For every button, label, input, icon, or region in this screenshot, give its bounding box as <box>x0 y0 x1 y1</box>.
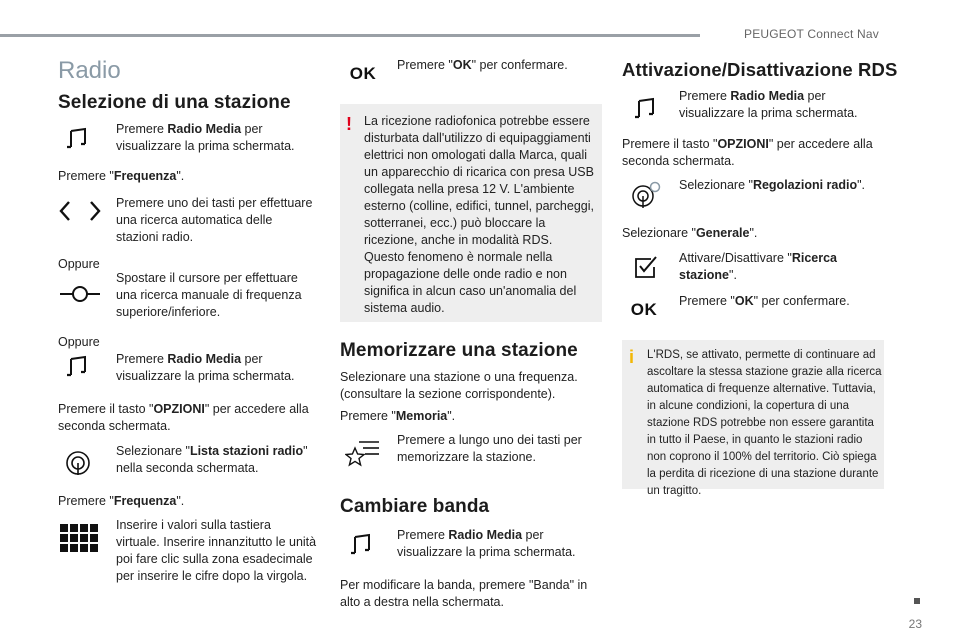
keypad-icon <box>58 523 100 553</box>
step-rds-ok: Premere "OK" per confermare. <box>679 294 850 308</box>
music-note-icon <box>630 96 660 122</box>
step-manual-search: Spostare il cursore per effettuare una ricerca manuale di frequenza superiore/inferiore. <box>116 271 302 319</box>
checkbox-icon <box>632 254 660 280</box>
step-ricerca-stazione: Attivare/Disattivare "Ricerca stazione". <box>679 251 837 282</box>
step-frequenza-2: Premere "Frequenza". <box>58 494 185 508</box>
ok-icon: OK <box>630 299 658 319</box>
radio-list-icon <box>64 449 92 477</box>
info-icon: i <box>629 347 635 367</box>
step-rds-radio-media: Premere Radio Media per visualizzare la prima schermata. <box>679 89 858 120</box>
info-text: L'RDS, se attivato, permette di continuare ad ascoltare la stessa stazione grazie alla ricerca automatica di frequenze alternative. Tuttavia, in alcune condizioni, la copertura di una stazione RDS potrebbe non essere garantita in tutto il Paese, in quanto le stazioni radio non coprono il 100% del territorio. Ciò spiega la perdita di ricezione di una stazione durante un tragitto. <box>647 349 882 497</box>
step-frequenza: Premere "Frequenza". <box>58 169 185 183</box>
step-select-station: Selezionare una stazione o una frequenza. (consultare la sezione corrispondente). <box>340 370 578 401</box>
header-rule <box>0 34 700 37</box>
star-memory-icon <box>345 436 381 468</box>
step-auto-search: Premere uno dei tasti per effettuare una ricerca automatica delle stazioni radio. <box>116 196 313 244</box>
section-title-selezione: Selezione di una stazione <box>58 92 291 113</box>
step-change-band: Per modificare la banda, premere "Banda" in alto a destra nella schermata. <box>340 578 588 609</box>
brand-label: PEUGEOT Connect Nav <box>744 27 879 41</box>
radio-settings-icon <box>630 180 662 210</box>
page-marker <box>914 598 920 604</box>
page-number: 23 <box>908 617 922 631</box>
page-title: Radio <box>58 57 121 84</box>
step-radio-media-3: Premere Radio Media per visualizzare la prima schermata. <box>397 528 576 559</box>
step-keypad: Inserire i valori sulla tastiera virtuale. Inserire innanzitutto le unità poi fare clic sulla zona esadecimale per inserire le cifre dopo la virgola. <box>116 518 317 583</box>
step-radio-media: Premere Radio Media per visualizzare la prima schermata. <box>116 122 295 153</box>
warning-text: La ricezione radiofonica potrebbe essere disturbata dall'utilizzo di equipaggiamenti elettrici non omologati dalla Marca, quali un apparecchio di ricarica con presa USB collegata nella presa 12 V. L'ambiente esterno (colline, edifici, tunnel, parcheggi, sotterranei, ecc.) può bloccare la ricezione, anche in modalità RDS. Questo fenomeno è normale nella propagazione delle onde radio e non significa in alcun caso un'anomalia del sistema audio. <box>364 114 594 315</box>
step-lista-stazioni: Selezionare "Lista stazioni radio" nella seconda schermata. <box>116 444 308 475</box>
section-title-memorizzare: Memorizzare una stazione <box>340 340 578 361</box>
oppure-label-2: Oppure <box>58 335 100 349</box>
step-rds-opzioni: Premere il tasto "OPZIONI" per accedere alla seconda schermata. <box>622 137 873 168</box>
step-long-press: Premere a lungo uno dei tasti per memorizzare la stazione. <box>397 433 582 464</box>
tuning-slider-icon <box>58 283 102 305</box>
chevron-left-right-icon <box>56 198 106 224</box>
music-note-icon <box>62 126 92 152</box>
oppure-label-1: Oppure <box>58 257 100 271</box>
music-note-icon <box>346 532 376 558</box>
ok-icon: OK <box>349 63 377 83</box>
warning-icon: ! <box>346 114 352 134</box>
section-title-rds: Attivazione/Disattivazione RDS <box>622 59 898 80</box>
step-regolazioni: Selezionare "Regolazioni radio". <box>679 178 866 192</box>
step-opzioni: Premere il tasto "OPZIONI" per accedere alla seconda schermata. <box>58 402 309 433</box>
section-title-cambiare-banda: Cambiare banda <box>340 496 490 517</box>
step-ok-confirm: Premere "OK" per confermare. <box>397 58 568 72</box>
step-radio-media-2: Premere Radio Media per visualizzare la prima schermata. <box>116 352 295 383</box>
step-generale: Selezionare "Generale". <box>622 226 758 240</box>
step-memoria: Premere "Memoria". <box>340 409 456 423</box>
music-note-icon <box>62 354 92 380</box>
